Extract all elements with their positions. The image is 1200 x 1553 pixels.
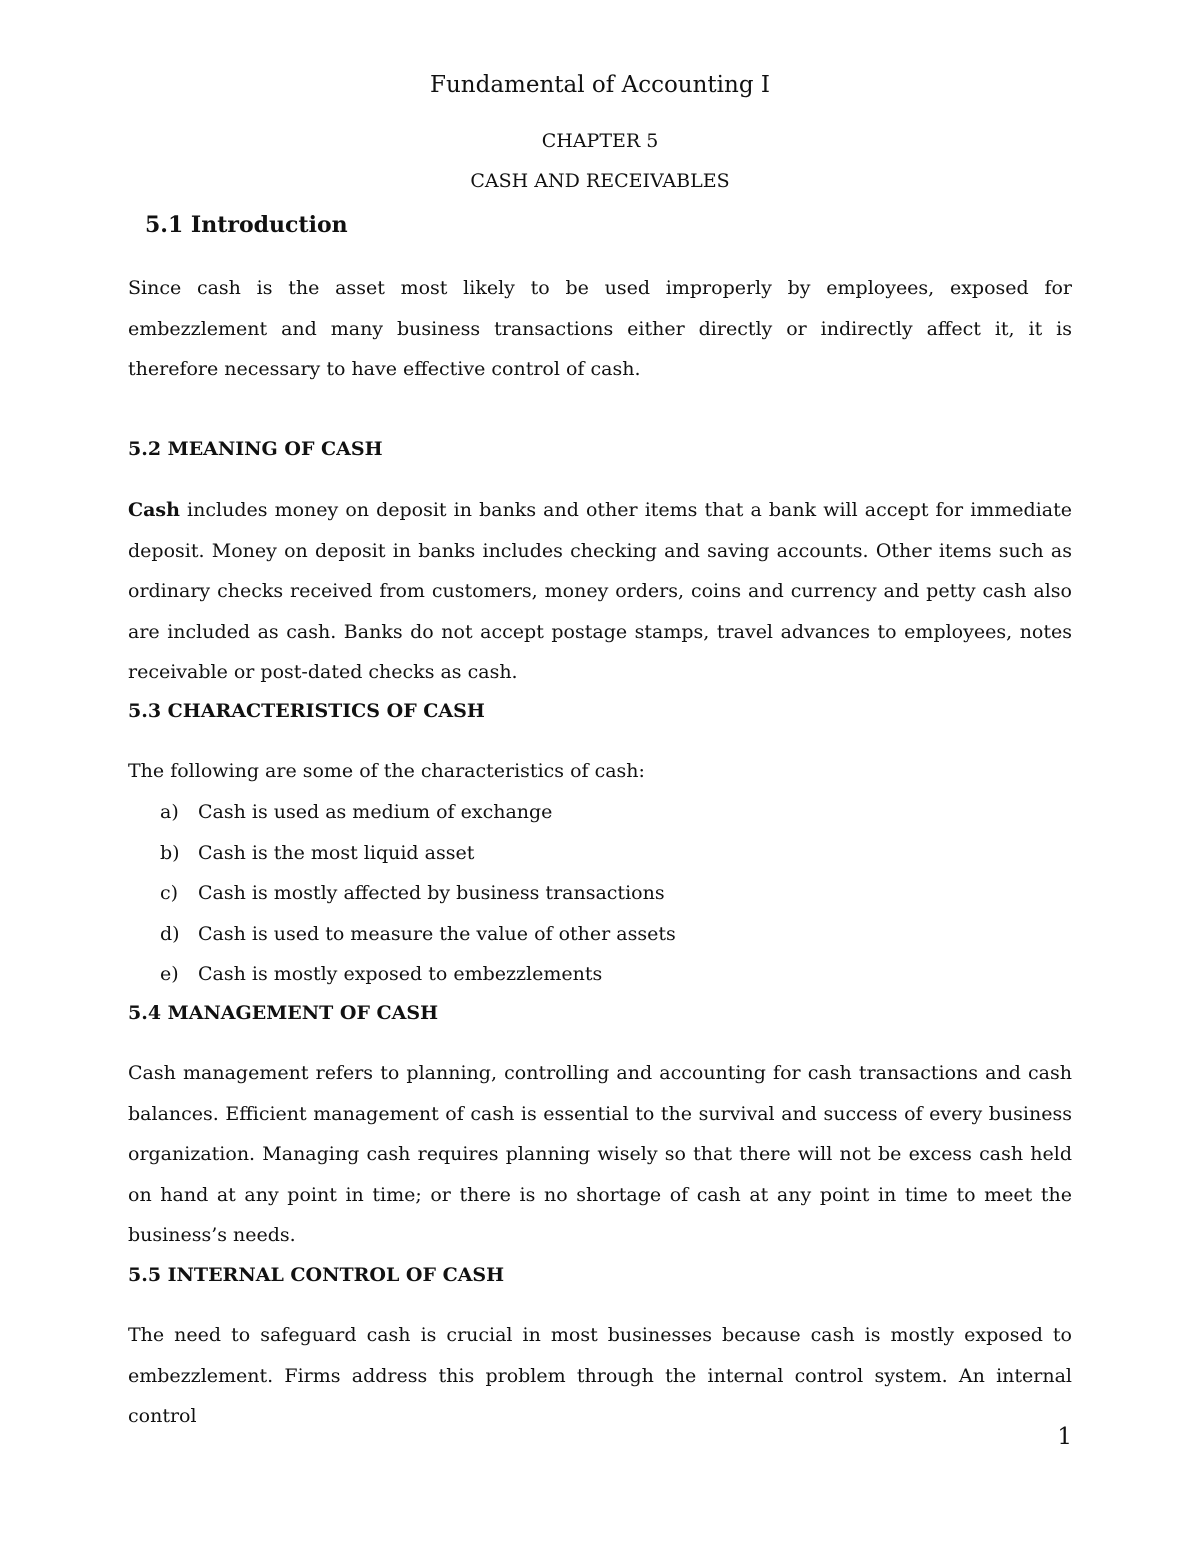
section-heading-characteristics-of-cash: 5.3 CHARACTERISTICS OF CASH: [128, 700, 485, 722]
list-marker: d): [160, 922, 180, 945]
list-item: [160, 954, 676, 995]
page-number: 1: [1057, 1424, 1072, 1450]
list-item-text: Cash is used to measure the value of other assets: [198, 922, 676, 945]
section-heading-management-of-cash: 5.4 MANAGEMENT OF CASH: [128, 1002, 439, 1024]
internal-control-paragraph: The need to safeguard cash is crucial in most businesses because cash is mostly exposed to embezzlement. Firms address this problem through the internal control system. An internal control: [128, 1324, 1072, 1428]
meaning-of-cash-text: includes money on deposit in banks and other items that a bank will accept for immediate deposit. Money on deposit in banks includes checking and saving accounts. Other items such as ordinary checks received from customers, money orders, coins and currency and petty cash also are included as cash. Banks do not accept postage stamps, travel advances to employees, notes receivable or post-dated checks as cash.: [128, 499, 1072, 684]
section-heading-meaning-of-cash: 5.2 MEANING OF CASH: [128, 438, 383, 460]
list-marker: e): [160, 963, 179, 986]
section-heading-introduction: 5.1 Introduction: [145, 212, 348, 238]
list-marker: c): [160, 882, 179, 905]
management-of-cash-paragraph: Cash management refers to planning, controlling and accounting for cash transactions and cash balances. Efficient management of cash is essential to the survival and success of every business organization. Managing cash requires planning wisely so that there will not be excess cash held on hand at any point in time; or there is no shortage of cash at any point in time to meet the business’s needs.: [128, 1062, 1072, 1247]
list-item: [160, 833, 676, 874]
running-title: Fundamental of Accounting I: [430, 72, 770, 98]
list-marker: b): [160, 841, 180, 864]
chapter-number: CHAPTER 5: [541, 130, 659, 152]
meaning-of-cash-paragraph: [128, 490, 1072, 693]
list-item: [160, 873, 676, 914]
list-item-text: Cash is the most liquid asset: [198, 841, 475, 864]
characteristics-list: [160, 792, 676, 995]
list-marker: a): [160, 801, 179, 823]
cash-term: Cash: [128, 499, 180, 521]
list-item: [160, 914, 676, 955]
chapter-title: CASH AND RECEIVABLES: [470, 170, 730, 192]
section-heading-internal-control-of-cash: 5.5 INTERNAL CONTROL OF CASH: [128, 1264, 505, 1286]
introduction-paragraph: Since cash is the asset most likely to be used improperly by employees, exposed for embezzlement and many business transactions either directly or indirectly affect it, it is therefore necessary to have effective control of cash.: [128, 277, 1072, 381]
list-item-text: Cash is used as medium of exchange: [198, 801, 553, 823]
characteristics-intro: The following are some of the characteristics of cash:: [128, 760, 645, 782]
list-item: [160, 792, 676, 833]
list-item-text: Cash is mostly affected by business transactions: [198, 882, 665, 905]
list-item-text: Cash is mostly exposed to embezzlements: [198, 963, 603, 986]
